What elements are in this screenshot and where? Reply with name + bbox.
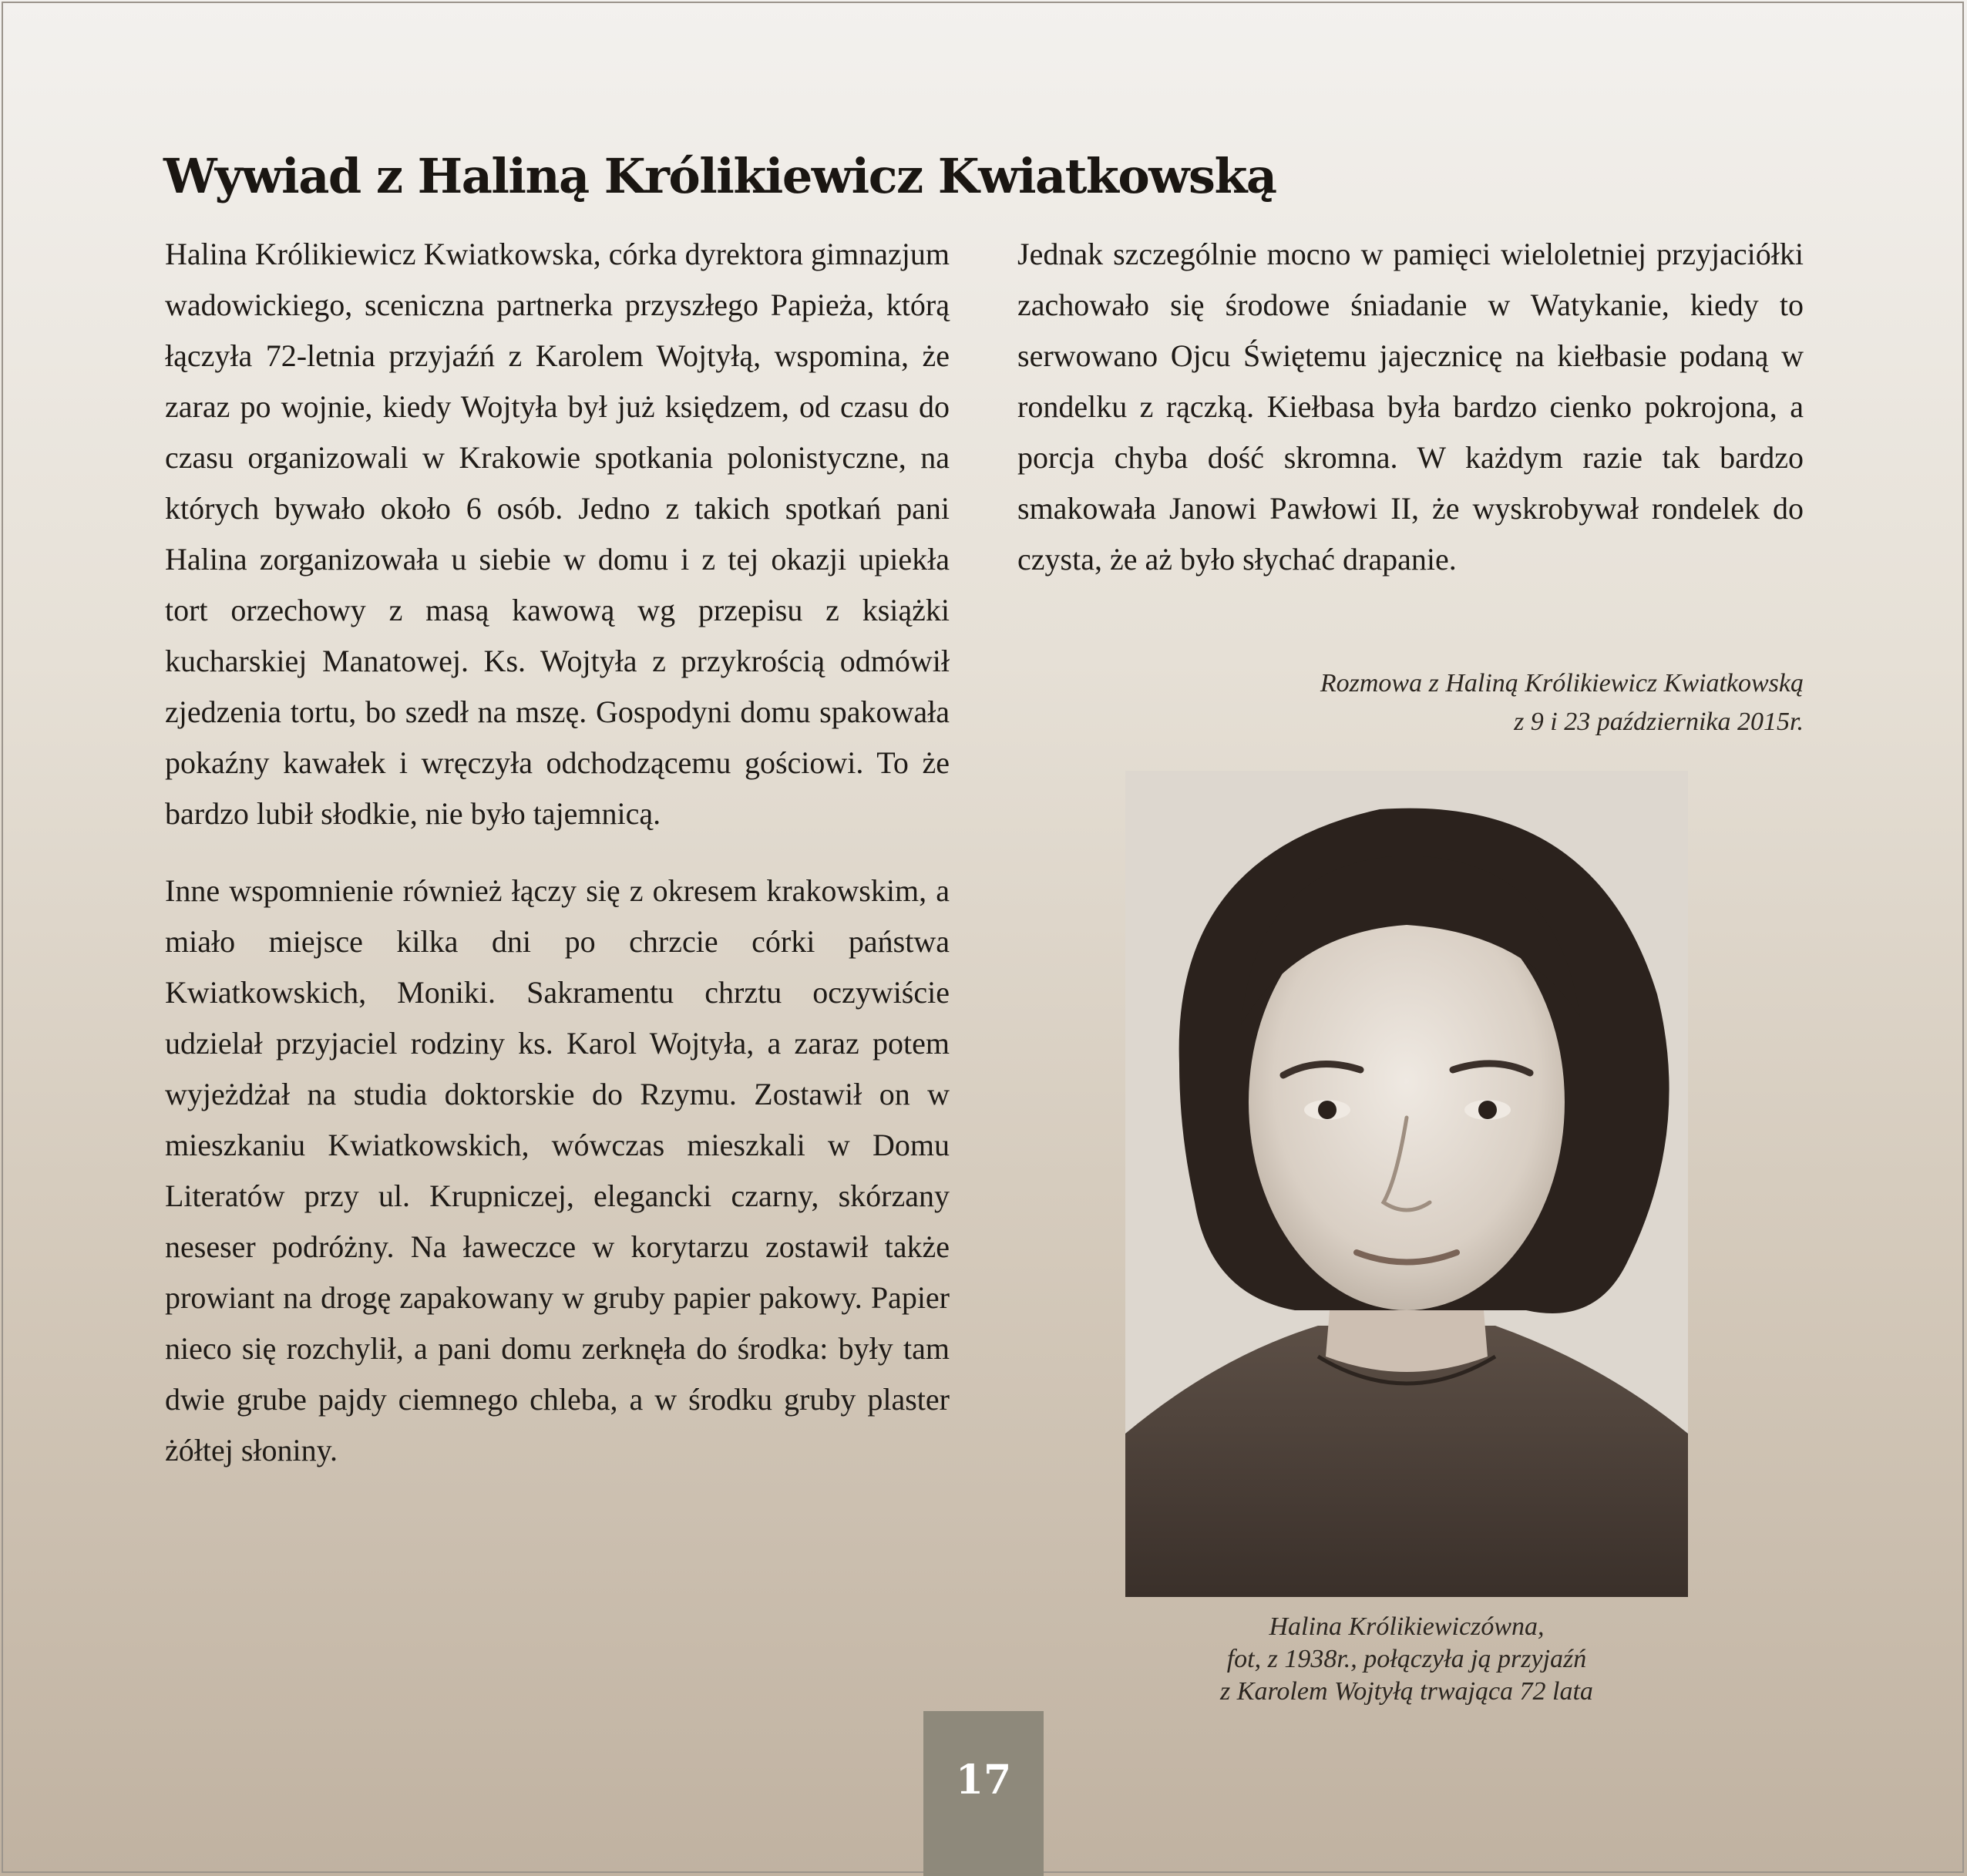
left-paragraph-2: Inne wspomnienie również łączy się z okresem krakowskim, a miało miejsce kilka dni po chrzcie córki państwa Kwiatkowskich, Moniki. Sakramentu chrztu oczywiście udzielał przyjaciel rodziny ks. Karol Wojtyła, a zaraz potem wyjeżdżał na studia doktorskie do Rzymu. Zostawił on w mieszkaniu Kwiatkowskich, wówczas mieszkali w Domu Literatów przy ul. Krupniczej, elegancki czarny, skórzany neseser podróżny. Na ławeczce w korytarzu zostawił także prowiant na drogę zapakowany w gruby papier pakowy. Papier nieco się rozchylił, a pani domu zerknęła do środka: były tam dwie grube pajdy ciemnego chleba, a w środku gruby plaster żółtej słoniny.	[165, 873, 950, 1468]
source-line-1: Rozmowa z Haliną Królikiewicz Kwiatkowską	[1320, 669, 1804, 698]
left-column	[165, 229, 950, 1476]
caption-line-1: Halina Królikiewiczówna,	[1269, 1612, 1545, 1641]
left-paragraph-1: Halina Królikiewicz Kwiatkowska, córka dyrektora gimnazjum wadowickiego, sceniczna partnerka przyszłego Papieża, którą łączyła 72-letnia przyjaźń z Karolem Wojtyłą, wspomina, że zaraz po wojnie, kiedy Wojtyła był już księdzem, od czasu do czasu organizowali w Krakowie spotkania polonistyczne, na których bywało około 6 osób. Jedno z takich spotkań pani Halina zorganizowała u siebie w domu i z tej okazji upiekła tort orzechowy z masą kawową wg przepisu z książki kucharskiej Manatowej. Ks. Wojtyła z przykrością odmówił zjedzenia tortu, bo szedł na mszę. Gospodyni domu spakowała pokaźny kawałek i wręczyła odchodzącemu gościowi. To że bardzo lubił słodkie, nie było tajemnicą.	[165, 237, 950, 831]
page-number: 17	[923, 1711, 1044, 1876]
caption-line-2: fot, z 1938r., połączyła ją przyjaźń	[1226, 1645, 1587, 1673]
right-column	[1017, 229, 1804, 585]
photo-caption	[1094, 1611, 1719, 1708]
caption-line-3: z Karolem Wojtyłą trwająca 72 lata	[1220, 1677, 1593, 1706]
source-line-2: z 9 i 23 października 2015r.	[1514, 708, 1804, 736]
portrait-photo	[1125, 771, 1688, 1597]
portrait-illustration	[1125, 771, 1688, 1597]
article-title: Wywiad z Haliną Królikiewicz Kwiatkowską	[163, 148, 1276, 204]
right-paragraph-1: Jednak szczególnie mocno w pamięci wieloletniej przyjaciółki zachowało się środowe śniadanie w Watykanie, kiedy to serwowano Ojcu Świętemu jajecznicę na kiełbasie podaną w rondelku z rączką. Kiełbasa była bardzo cienko pokrojona, a porcja chyba dość skromna. W każdym razie tak bardzo smakowała Janowi Pawłowi II, że wyskrobywał rondelek do czysta, że aż było słychać drapanie.	[1017, 237, 1804, 577]
interview-source	[1017, 664, 1804, 741]
